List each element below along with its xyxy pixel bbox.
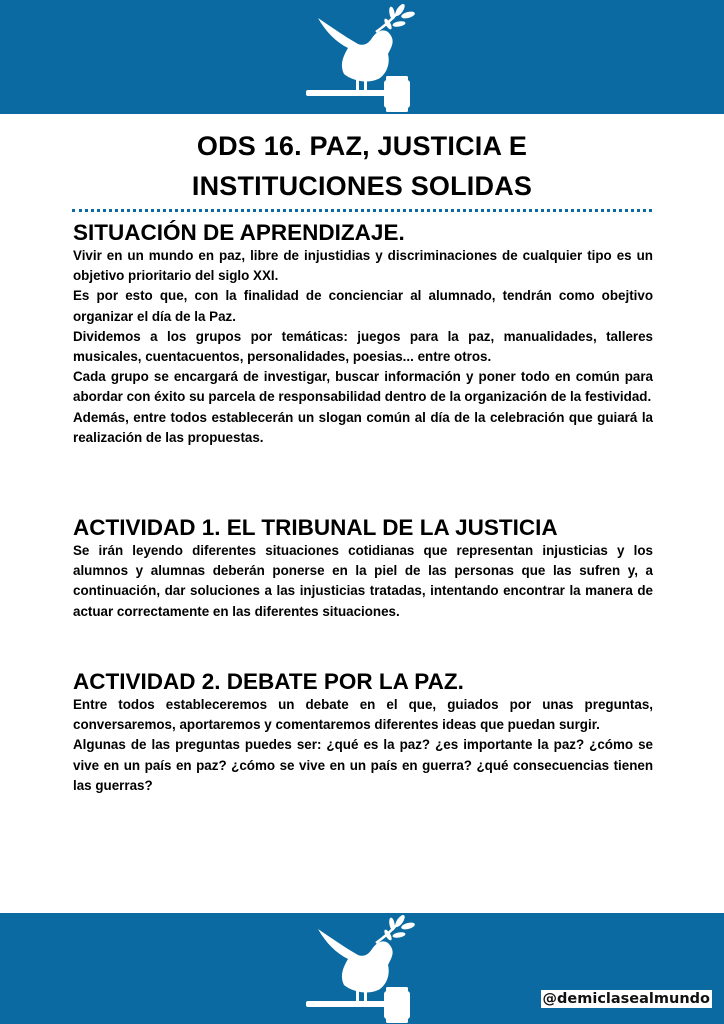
peace-dove-gavel-icon: [300, 2, 424, 112]
paragraph: Dividemos a los grupos por temáticas: juegos para la paz, manualidades, talleres musicales, cuentacuentos, personalidades, poesias... entre otros.: [73, 328, 653, 365]
title-line-1: ODS 16. PAZ, JUSTICIA E: [196, 131, 528, 161]
section-situacion: [73, 220, 653, 448]
title-line-2: INSTITUCIONES SOLIDAS: [191, 171, 533, 201]
section-actividad-1: [73, 515, 653, 622]
page-title: [90, 126, 634, 206]
paragraph: Algunas de las preguntas puedes ser: ¿qué es la paz? ¿es importante la paz? ¿cómo se vive en un país en paz? ¿cómo se vive en un país en guerra? ¿qué consecuencias tienen las guerras?: [73, 737, 653, 793]
paragraph: Además, entre todos establecerán un slogan común al día de la celebración que guiará la realización de las propuestas.: [73, 409, 653, 445]
section-heading-situacion: SITUACIÓN DE APRENDIZAJE.: [73, 220, 405, 245]
paragraph: Vivir en un mundo en paz, libre de injustidias y discriminaciones de cualquier tipo es un objetivo prioritario del siglo XXI.: [73, 248, 653, 284]
paragraph: Cada grupo se encargará de investigar, buscar información y poner todo en común para abordar con éxito su parcela de responsabilidad dentro de la organización de la festividad.: [73, 369, 653, 405]
section-heading-actividad-2: ACTIVIDAD 2. DEBATE POR LA PAZ.: [73, 669, 464, 694]
paragraph: Es por esto que, con la finalidad de concienciar al alumnado, tendrán como obejtivo organizar el día de la Paz.: [73, 288, 653, 324]
section-actividad-2: [73, 669, 653, 796]
paragraph: Se irán leyendo diferentes situaciones cotidianas que representan injusticias y los alumnos y alumnas deberán ponerse en la piel de las personas que las sufren y, a continuación, dar soluciones a las injusticias tratadas, intentando encontrar la manera de actuar correctamente en las diferentes situaciones.: [73, 543, 653, 619]
dotted-divider: [72, 209, 652, 212]
peace-dove-gavel-icon: [300, 913, 424, 1023]
paragraph: Entre todos estableceremos un debate en el que, guiados por unas preguntas, conversaremos, aportaremos y comentaremos diferentes ideas que puedan surgir.: [73, 697, 653, 733]
social-handle: @demiclasealmundo: [542, 991, 710, 1007]
section-heading-actividad-1: ACTIVIDAD 1. EL TRIBUNAL DE LA JUSTICIA: [73, 515, 558, 540]
